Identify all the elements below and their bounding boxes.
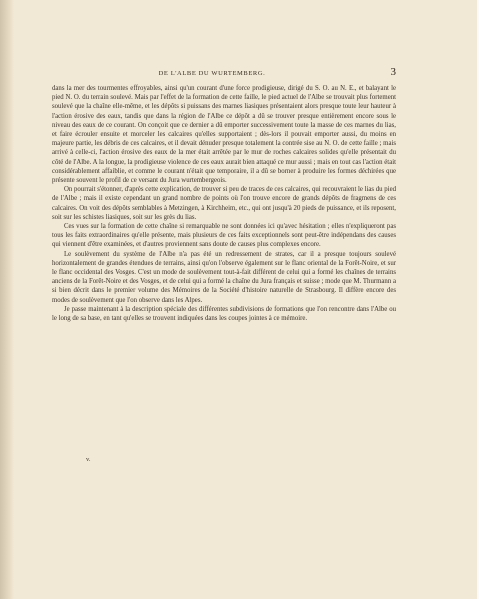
page-number: 3 (390, 66, 396, 78)
paragraph-2: On pourrait s'étonner, d'après cette explication, de trouver si peu de traces de ces calcaires, qui recouvraient le lias du pied de l'Albe ; mais il existe cependant un grand nombre de points où l'on trouve encore de grands dépôts de fragmens de ces calcaires. On voit des dépôts semblables à Metzingen, à Kirchheim, etc., qui ont jusqu'à 20 pieds de puissance, et ils reposent, soit sur les schistes liasiques, soit sur les grès du lias. (52, 186, 396, 221)
signature-mark: v. (86, 456, 91, 463)
running-head: DE L'ALBE DU WURTEMBERG. (158, 70, 266, 77)
body-text (52, 84, 396, 323)
paragraph-3: Ces vues sur la formation de cette chaîne si remarquable ne sont données ici qu'avec hésitation ; elles n'expliqueront pas tous les faits extraordinaires qu'elle présente, mais plusieurs de ces faits exceptionnels sont peut-être indépendans des causes qui viennent d'être examinées, et d'autres proviennent sans doute de causes plus complexes encore. (52, 223, 396, 249)
paragraph-5: Je passe maintenant à la description spéciale des différentes subdivisions de formations que l'on rencontre dans l'Albe ou le long de sa base, en tant qu'elles se trouvent indiquées dans les coupes jointes à ce mémoire. (52, 305, 396, 323)
binding-shadow (0, 0, 14, 599)
paragraph-1: dans la mer des tourmentes effroyables, ainsi qu'un courant d'une force prodigieuse, dirigé du S. O. au N. E., et balayant le pied N. O. du terrain soulevé. Mais par l'effet de la formation de cette faille, le pied actuel de l'Albe se trouvait plus fortement soulevé que la chaîne elle-même, et les dépôts si puissans des marnes liasiques présentaient alors presque toute leur hauteur à l'action érosive des eaux, tandis que dans la région de l'Albe ce dépôt a dû se trouver presque entièrement encore sous le niveau des eaux de ce courant. On conçoit que ce dernier a dû emporter successivement toute la masse de ces marnes du lias, et faire écrouler ensuite et morceler les calcaires qu'elles supportaient ; dès-lors il pouvait emporter aussi, du moins en majeure partie, les débris de ces calcaires, et il devait dénuder presque totalement la contrée sise au N. O. de cette faille ; mais arrivé à celle-ci, l'action érosive des eaux de la mer était arrêtée par le mur de roches calcaires solides qu'elle présentait du côté de l'Albe. A la longue, la prodigieuse violence de ces eaux aurait bien attaqué ce mur aussi ; mais en tout cas l'action était considérablement affaiblie, et comme le courant n'était que temporaire, il a dû se borner à produire les formes déchirées que présente souvent le profil de ce versant du Jura wurtembergeois. (52, 85, 396, 185)
paragraph-4: Le soulèvement du système de l'Albe n'a pas été un redressement de strates, car il a presque toujours soulevé horizontalement de grandes étendues de terrains, ainsi qu'on l'observe également sur le flanc oriental de la Forêt-Noire, et sur le flanc occidental des Vosges. C'est un mode de soulèvement tout-à-fait différent de celui qui a formé les chaînes de terrains anciens de la Forêt-Noire et des Vosges, et de celui qui a formé la chaîne du Jura français et suisse ; mode que M. Thurmann a si bien décrit dans le premier volume des Mémoires de la Société d'histoire naturelle de Strasbourg. Il diffère encore des modes de soulèvement que l'on observe dans les Alpes. (52, 250, 396, 304)
